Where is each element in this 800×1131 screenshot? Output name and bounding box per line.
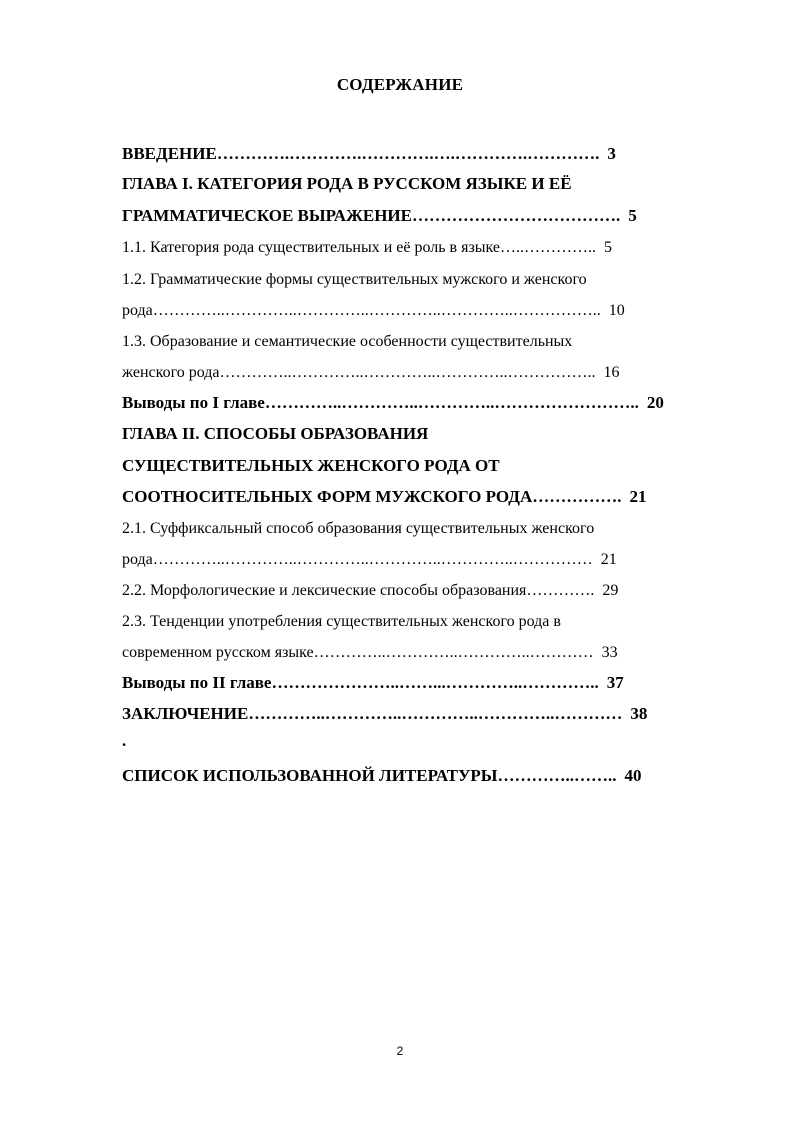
toc-entry-text: СПИСОК ИСПОЛЬЗОВАННОЙ ЛИТЕРАТУРЫ…………..…….. bbox=[122, 766, 617, 785]
toc-entry-text: ЗАКЛЮЧЕНИЕ…………..…………..…………..…………..………… bbox=[122, 704, 623, 723]
toc-entry-1-2-line-1 bbox=[122, 261, 714, 289]
toc-entry-2-1-line-1 bbox=[122, 510, 714, 538]
toc-entry-2-3-line-1 bbox=[122, 603, 714, 631]
toc-entry-text: ГЛАВА I. КАТЕГОРИЯ РОДА В РУССКОМ ЯЗЫКЕ И ЕЁ bbox=[122, 174, 572, 193]
toc-stray-dot bbox=[122, 723, 714, 751]
toc-entry-text: женского рода…………..…………..…………..…………..…………….. bbox=[122, 364, 596, 381]
toc-entry-text: Выводы по I главе…………..…………..…………..…………………….. bbox=[122, 393, 639, 412]
page-number: 2 bbox=[396, 1044, 404, 1058]
toc-entry-text: 2.3. Тенденции употребления существительных женского рода в bbox=[122, 613, 561, 630]
toc-entry-page: 10 bbox=[608, 302, 625, 319]
toc-entry-page: 21 bbox=[629, 487, 647, 506]
toc-entry-text: СООТНОСИТЕЛЬНЫХ ФОРМ МУЖСКОГО РОДА……………. bbox=[122, 487, 622, 506]
toc-entry-text: ГЛАВА II. СПОСОБЫ ОБРАЗОВАНИЯ bbox=[122, 424, 429, 443]
toc-entry-text: рода…………..…………..…………..…………..…………..…………….. bbox=[122, 302, 601, 319]
toc-entry-conclusions-chapter-1 bbox=[122, 385, 714, 413]
toc-entry-text: современном русском языке…………..…………..…………..………… bbox=[122, 644, 594, 661]
toc-entry-text: 1.1. Категория рода существительных и её роль в языке…..………….. bbox=[122, 239, 597, 256]
toc-entry-text: 1.2. Грамматические формы существительных мужского и женского bbox=[122, 271, 587, 288]
toc-entry-1-1 bbox=[122, 229, 714, 257]
toc-entry-introduction bbox=[122, 136, 714, 164]
toc-entry-page: 40 bbox=[624, 766, 642, 785]
page-title: СОДЕРЖАНИЕ bbox=[336, 75, 464, 94]
toc-entry-1-3-line-2 bbox=[122, 354, 714, 382]
toc-entry-page: 21 bbox=[600, 551, 617, 568]
toc-entry-text: . bbox=[122, 731, 127, 750]
toc-entry-conclusions-chapter-2 bbox=[122, 665, 714, 693]
toc-entry-page: 29 bbox=[602, 582, 619, 599]
toc-entry-references bbox=[122, 758, 714, 786]
toc-entry-1-2-line-2 bbox=[122, 292, 714, 320]
toc-entry-chapter-2-line-3 bbox=[122, 479, 714, 507]
toc-entry-text: Выводы по II главе…………………..……...…………..………….. bbox=[122, 673, 599, 692]
toc-entry-page: 38 bbox=[630, 704, 648, 723]
toc-entry-2-1-line-2 bbox=[122, 541, 714, 569]
toc-entry-2-3-line-2 bbox=[122, 634, 714, 662]
toc-entry-text: 2.2. Морфологические и лексические способы образования…………. bbox=[122, 582, 595, 599]
toc-entry-page: 16 bbox=[603, 364, 620, 381]
toc-entry-chapter-2-line-2 bbox=[122, 448, 714, 476]
toc-entry-text: 2.1. Суффиксальный способ образования существительных женского bbox=[122, 520, 595, 537]
toc-entry-text: 1.3. Образование и семантические особенности существительных bbox=[122, 333, 573, 350]
toc-entry-chapter-1-line-1 bbox=[122, 166, 714, 194]
toc-entry-2-2 bbox=[122, 572, 714, 600]
toc-entry-page: 3 bbox=[607, 144, 616, 163]
toc-entry-1-3-line-1 bbox=[122, 323, 714, 351]
toc-entry-page: 37 bbox=[606, 673, 624, 692]
toc-entry-text: ГРАММАТИЧЕСКОЕ ВЫРАЖЕНИЕ………………………………. bbox=[122, 206, 621, 225]
toc-entry-page: 5 bbox=[628, 206, 637, 225]
toc-entry-text: СУЩЕСТВИТЕЛЬНЫХ ЖЕНСКОГО РОДА ОТ bbox=[122, 456, 500, 475]
toc-entry-text: ВВЕДЕНИЕ………….………….………….….………….…………. bbox=[122, 144, 600, 163]
toc-entry-chapter-1-line-2 bbox=[122, 198, 714, 226]
toc-entry-page: 5 bbox=[604, 239, 613, 256]
toc-entry-page: 33 bbox=[601, 644, 618, 661]
toc-entry-conclusion bbox=[122, 696, 714, 724]
toc-entry-text: рода…………..…………..…………..…………..…………..…………… bbox=[122, 551, 593, 568]
toc-entry-chapter-2-line-1 bbox=[122, 416, 714, 444]
toc-entry-page: 20 bbox=[646, 393, 664, 412]
